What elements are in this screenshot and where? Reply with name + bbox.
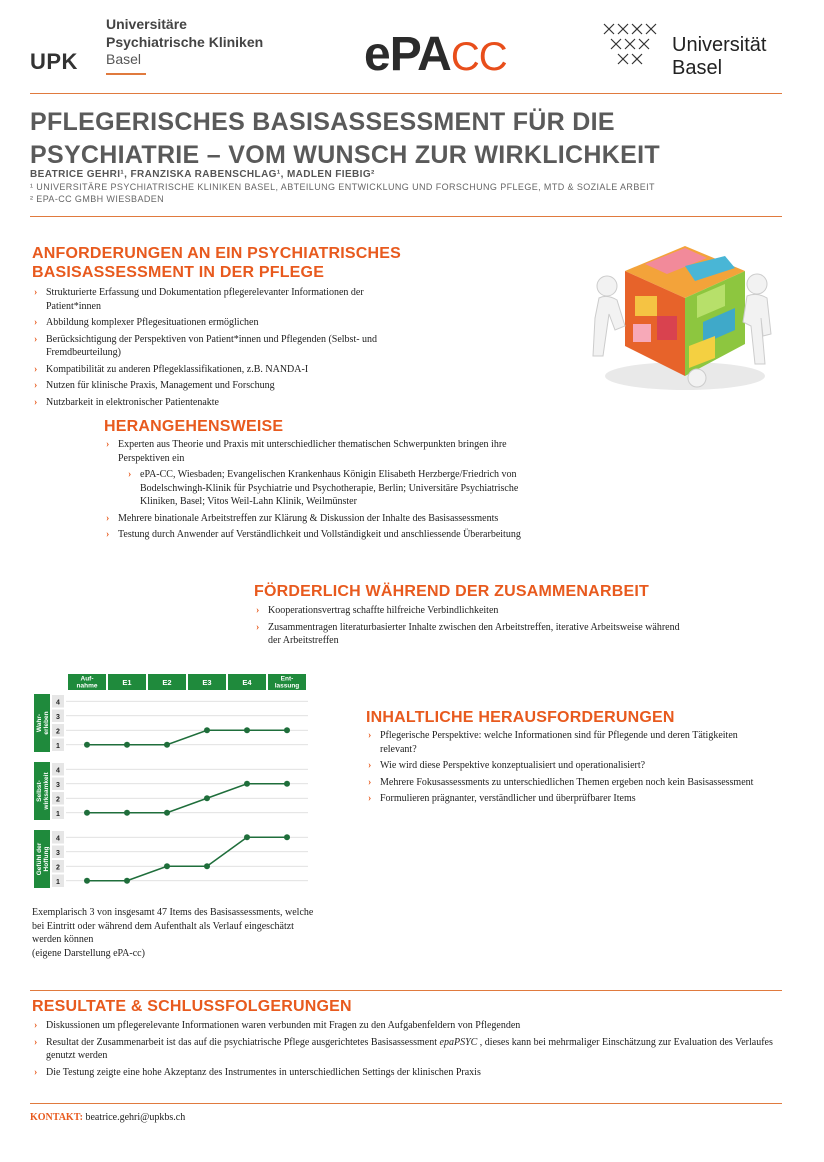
column-header-label: Ent-	[280, 675, 294, 683]
inhaltlich-list	[366, 729, 771, 809]
unibasel-line2: Basel	[672, 57, 723, 79]
column-header-label: lassung	[274, 682, 300, 690]
heading-anforderungen	[32, 244, 401, 282]
data-point	[164, 742, 170, 748]
data-point	[284, 727, 290, 733]
epacc-main: ePA	[364, 28, 451, 81]
contact-email[interactable]: beatrice.gehri@upkbs.ch	[85, 1112, 186, 1123]
affiliation-2: ² EPA-CC GMBH WIESBADEN	[30, 194, 165, 204]
column-header-label: nahme	[76, 682, 98, 690]
level-label: 1	[56, 742, 60, 750]
list-item: › Mehrere binationale Arbeitstreffen zur Klärung & Diskussion der Inhalte des Basisassessments	[104, 512, 544, 526]
level-label: 1	[56, 810, 60, 818]
data-point	[204, 863, 210, 869]
data-point	[124, 742, 130, 748]
panel-label-group	[36, 842, 50, 875]
heading-herangehensweise: HERANGEHENSWEISE	[104, 418, 284, 435]
herangehensweise-list	[104, 438, 544, 545]
heading-anforderungen-line1: ANFORDERUNGEN AN EIN PSYCHIATRISCHES	[32, 245, 402, 262]
list-item: › Diskussionen um pflegerelevante Informationen waren verbunden mit Fragen zu den Aufgabenfeldern von Pflegenden	[32, 1019, 777, 1033]
data-point	[84, 878, 90, 884]
result2-post: , dieses kann bei mehrmaliger Einschätzung zur Evaluation des Verlaufes genutzt werden	[46, 1036, 773, 1061]
list-item: › Kompatibilität zu anderen Pflegeklassifikationen, z.B. NANDA-I	[32, 363, 412, 377]
series-line	[87, 837, 287, 881]
chart-caption-source: (eigene Darstellung ePA-cc)	[32, 947, 145, 959]
list-item: › Nutzbarkeit in elektronischer Patientenakte	[32, 396, 412, 410]
list-subitem: › ePA-CC, Wiesbaden; Evangelischen Krankenhaus Königin Elisabeth Herzberge/Friedrich von Bodelschwingh-Klinik für Psychiatrie und Psychotherapie, Berlin; Universitäre Psychiatrische Kliniken, Basel; Vitos Weil-Lahn Klinik, Weilmünster	[126, 468, 544, 509]
panel-label: Gefühl der	[36, 842, 43, 876]
level-label: 3	[56, 713, 60, 721]
results-divider	[30, 990, 782, 991]
data-point	[244, 834, 250, 840]
data-point	[164, 863, 170, 869]
header-divider	[30, 93, 782, 94]
title-line2: PSYCHIATRIE – VOM WUNSCH ZUR WIRKLICHKEIT	[30, 140, 660, 169]
upk-line2: Psychiatrische Kliniken	[106, 33, 264, 50]
column-header-label: E2	[162, 678, 172, 687]
contact	[30, 1112, 185, 1123]
list-item: › Nutzen für klinische Praxis, Management und Forschung	[32, 379, 412, 393]
upk-logo-mark: UPK	[30, 49, 78, 74]
series-line	[87, 730, 287, 745]
trend-chart	[30, 670, 310, 902]
level-label: 2	[56, 796, 60, 804]
heading-inhaltlich: INHALTLICHE HERAUSFORDERUNGEN	[366, 709, 675, 726]
data-point	[204, 795, 210, 801]
level-label: 4	[56, 767, 60, 775]
data-point	[284, 834, 290, 840]
column-header-label: E4	[242, 678, 252, 687]
column-header-label: E1	[122, 678, 132, 687]
puzzle-cube-illustration	[585, 226, 785, 401]
heading-foerderlich: FÖRDERLICH WÄHREND DER ZUSAMMENARBEIT	[254, 583, 649, 600]
result2-instrument: epaPSYC	[439, 1036, 478, 1048]
list-item: › Testung durch Anwender auf Verständlichkeit und Vollständigkeit und anschliessende Überarbeitung	[104, 528, 544, 542]
level-label: 2	[56, 728, 60, 736]
upk-accent-line	[106, 73, 146, 75]
level-label: 4	[56, 835, 60, 843]
list-item: › Mehrere Fokusassessments zu unterschiedlichen Themen ergeben noch kein Basisassessment	[366, 776, 771, 790]
unibasel-logo-icon	[600, 20, 662, 68]
list-item: › Experten aus Theorie und Praxis mit unterschiedlicher thematischen Schwerpunkten bringen ihre Perspektiven ein	[104, 438, 544, 465]
poster-title	[30, 106, 660, 171]
epacc-logo	[364, 27, 507, 82]
level-label: 2	[56, 864, 60, 872]
list-item: › Wie wird diese Perspektive konzeptualisiert und operationalisiert?	[366, 759, 771, 773]
data-point	[84, 810, 90, 816]
level-label: 4	[56, 699, 60, 707]
data-point	[124, 878, 130, 884]
column-header-label: Auf-	[80, 675, 94, 683]
contact-label: KONTAKT:	[30, 1112, 83, 1123]
unibasel-logo-text	[672, 34, 766, 80]
list-item: › Berücksichtigung der Perspektiven von Patient*innen und Pflegenden (Selbst- und Fremdbeurteilung)	[32, 333, 412, 360]
title-divider	[30, 216, 782, 217]
panel-label: Wahr-	[36, 713, 43, 733]
panel-label: Hoffung	[43, 846, 50, 872]
data-point	[244, 727, 250, 733]
data-point	[164, 810, 170, 816]
list-item: › Pflegerische Perspektive: welche Informationen sind für Pflegende und deren Tätigkeiten relevant?	[366, 729, 771, 756]
affiliation-1: ¹ UNIVERSITÄRE PSYCHIATRISCHE KLINIKEN BASEL, ABTEILUNG ENTWICKLUNG UND FORSCHUNG PFLEGE, MTD & SOZIALE ARBEIT	[30, 182, 655, 192]
foerderlich-list	[254, 604, 684, 651]
panel-label: wirksamkeit	[43, 772, 50, 810]
panel-label-group	[36, 711, 50, 734]
chart-caption-text: Exemplarisch 3 von insgesamt 47 Items des Basisassessments, welche bei Eintritt oder während dem Aufenthalt als Verlauf eingeschätzt werden können	[32, 907, 314, 945]
level-label: 3	[56, 849, 60, 857]
chart-caption	[32, 906, 317, 960]
level-label: 1	[56, 878, 60, 886]
upk-line1: Universitäre	[106, 16, 187, 32]
data-point	[284, 781, 290, 787]
result2-pre: Resultat der Zusammenarbeit ist das auf die psychiatrische Pflege ausgerichtetes Basisassessment	[46, 1036, 440, 1048]
title-line1: PFLEGERISCHES BASISASSESSMENT FÜR DIE	[30, 108, 615, 136]
data-point	[124, 810, 130, 816]
heading-anforderungen-line2: BASISASSESSMENT IN DER PFLEGE	[32, 264, 325, 282]
panel-label: erleben	[43, 711, 50, 735]
list-item: › Die Testung zeigte eine hohe Akzeptanz des Instrumentes in unterschiedlichen Settings der klinischen Praxis	[32, 1066, 777, 1080]
list-item: › Zusammentragen literaturbasierter Inhalte zwischen den Arbeitstreffen, iterative Arbeitsweise während der Arbeitstreffen	[254, 621, 684, 648]
level-label: 3	[56, 781, 60, 789]
upk-line3: Basel	[106, 51, 142, 67]
data-point	[204, 727, 210, 733]
list-item	[32, 1036, 777, 1063]
upk-logo-text	[106, 16, 263, 69]
resultate-list	[32, 1019, 777, 1082]
data-point	[244, 781, 250, 787]
list-item: › Strukturierte Erfassung und Dokumentation pflegerelevanter Informationen der Patient*innen	[32, 286, 412, 313]
authors: BEATRICE GEHRI¹, FRANZISKA RABENSCHLAG¹, MADLEN FIEBIG²	[30, 169, 375, 180]
unibasel-line1: Universität	[672, 34, 767, 56]
anforderungen-list	[32, 286, 412, 412]
list-item: › Formulieren prägnanter, verständlicher und überprüfbarer Items	[366, 792, 771, 806]
footer-divider	[30, 1103, 782, 1104]
list-item: › Kooperationsvertrag schaffte hilfreiche Verbindlichkeiten	[254, 604, 684, 618]
panel-label: Selbst-	[36, 780, 43, 802]
data-point	[84, 742, 90, 748]
heading-resultate: RESULTATE & SCHLUSSFOLGERUNGEN	[32, 998, 352, 1015]
list-item: › Abbildung komplexer Pflegesituationen ermöglichen	[32, 316, 412, 330]
column-header-label: E3	[202, 678, 212, 687]
epacc-cc: CC	[450, 35, 507, 79]
